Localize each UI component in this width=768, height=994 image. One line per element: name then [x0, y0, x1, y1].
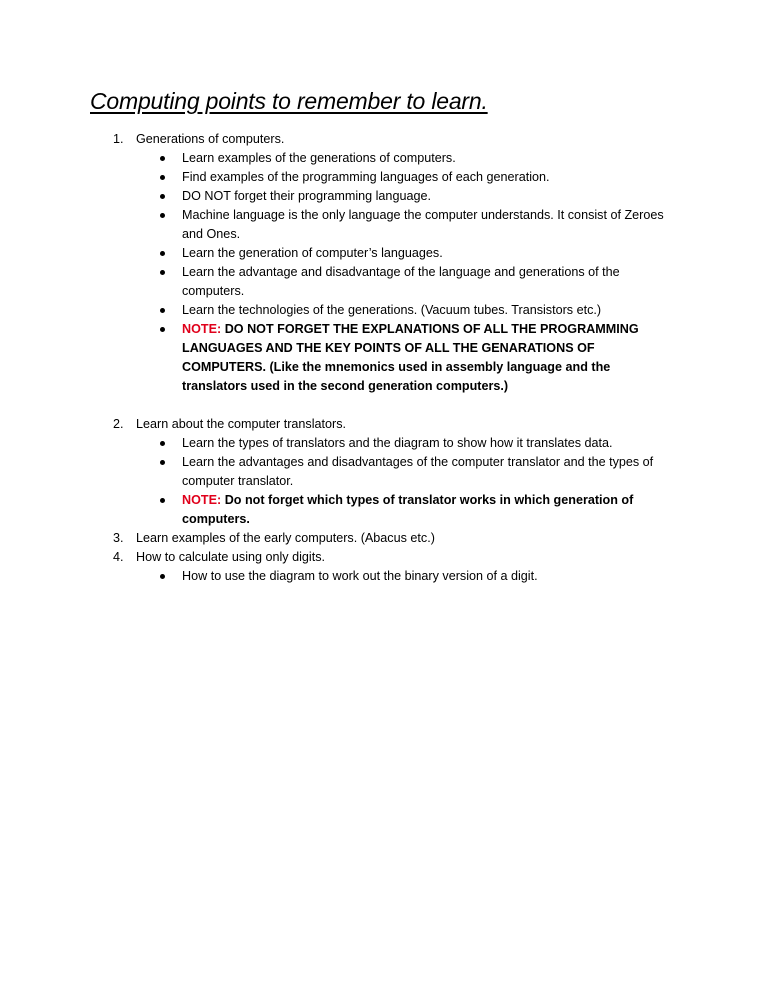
list-item-heading: Generations of computers.: [136, 132, 285, 146]
note-bullet: [0, 491, 672, 529]
bullet-dot-icon: [160, 460, 165, 465]
bullet-text: Learn the advantages and disadvantages of the computer translator and the types of computer translator.: [182, 455, 654, 488]
bullet-dot-icon: [160, 194, 165, 199]
bullet-text: Learn examples of the generations of computers.: [182, 151, 456, 165]
list-item-2: [0, 415, 676, 434]
note-text: Do not forget which types of translator works in which generation of computers.: [182, 493, 634, 526]
list-item-4: [0, 548, 676, 567]
bullet-dot-icon: [160, 441, 165, 446]
bullet-item: [0, 149, 672, 168]
bullet-item: [0, 434, 672, 453]
bullet-dot-icon: [160, 251, 165, 256]
spacer: [0, 396, 768, 415]
bullet-dot-icon: [160, 156, 165, 161]
list-number: 4.: [113, 550, 124, 564]
bullet-item: [0, 453, 672, 491]
list-number: 1.: [113, 132, 124, 146]
bullet-list: [0, 567, 768, 586]
bullet-list: [0, 434, 768, 529]
bullet-item: [0, 244, 672, 263]
list-number: 2.: [113, 417, 124, 431]
bullet-dot-icon: [160, 213, 165, 218]
bullet-text: Machine language is the only language the computer understands. It consist of Zeroes and Ones.: [182, 208, 664, 241]
bullet-item: [0, 206, 672, 244]
bullet-text: Find examples of the programming languages of each generation.: [182, 170, 550, 184]
bullet-item: [0, 567, 672, 586]
list-item-heading: Learn about the computer translators.: [136, 417, 347, 431]
note-text: DO NOT FORGET THE EXPLANATIONS OF ALL THE PROGRAMMING LANGUAGES AND THE KEY POINTS OF ALL THE GENARATIONS OF COMPUTERS. (Like the mnemonics used in assembly language and the translators used in the second generation computers.): [182, 322, 639, 393]
bullet-text: Learn the advantage and disadvantage of the language and generations of the computers.: [182, 265, 620, 298]
list-number: 3.: [113, 531, 124, 545]
page-title: Computing points to remember to learn.: [90, 88, 488, 114]
note-label: NOTE:: [182, 493, 222, 507]
bullet-dot-icon: [160, 498, 165, 503]
note-label: NOTE:: [182, 322, 222, 336]
bullet-dot-icon: [160, 574, 165, 579]
bullet-item: [0, 187, 672, 206]
bullet-item: [0, 168, 672, 187]
note-bullet: [0, 320, 672, 396]
list-item-heading: How to calculate using only digits.: [136, 550, 326, 564]
bullet-text: How to use the diagram to work out the binary version of a digit.: [182, 569, 538, 583]
numbered-list: [0, 130, 768, 586]
list-item-1: [0, 130, 676, 149]
bullet-item: [0, 301, 672, 320]
bullet-item: [0, 263, 672, 301]
bullet-dot-icon: [160, 270, 165, 275]
bullet-dot-icon: [160, 175, 165, 180]
bullet-text: Learn the types of translators and the diagram to show how it translates data.: [182, 436, 613, 450]
bullet-text: Learn the generation of computer’s languages.: [182, 246, 443, 260]
bullet-text: Learn the technologies of the generations. (Vacuum tubes. Transistors etc.): [182, 303, 602, 317]
list-item-heading: Learn examples of the early computers. (Abacus etc.): [136, 531, 435, 545]
bullet-dot-icon: [160, 308, 165, 313]
list-item-3: [0, 529, 676, 548]
bullet-text: DO NOT forget their programming language.: [182, 189, 431, 203]
bullet-list: [0, 149, 768, 396]
bullet-dot-icon: [160, 327, 165, 332]
